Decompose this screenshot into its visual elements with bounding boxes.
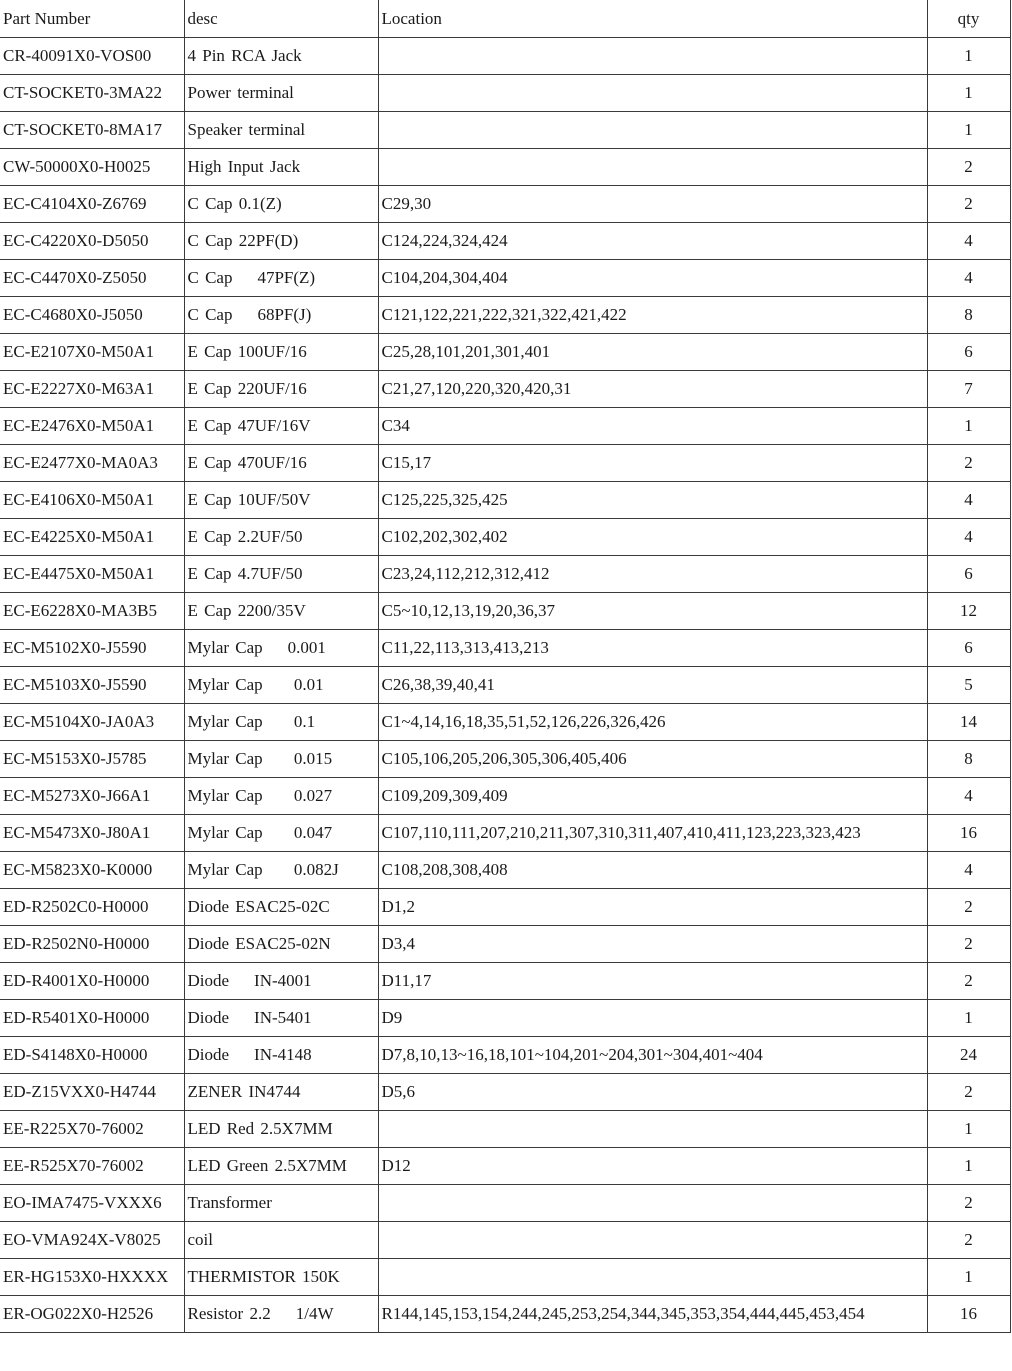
bom-table-body <box>0 37 1010 1332</box>
qty-cell: 4 <box>927 481 1010 518</box>
desc-cell: LED Red 2.5X7MM <box>184 1110 378 1147</box>
desc-cell: Diode IN-5401 <box>184 999 378 1036</box>
qty-cell: 1 <box>927 74 1010 111</box>
part-number-cell: CW-50000X0-H0025 <box>0 148 184 185</box>
table-row <box>0 592 1010 629</box>
qty-cell: 4 <box>927 518 1010 555</box>
table-row <box>0 444 1010 481</box>
desc-cell: Mylar Cap 0.082J <box>184 851 378 888</box>
desc-cell: Mylar Cap 0.01 <box>184 666 378 703</box>
part-number-cell: EE-R225X70-76002 <box>0 1110 184 1147</box>
location-cell: C25,28,101,201,301,401 <box>378 333 927 370</box>
qty-cell: 2 <box>927 888 1010 925</box>
location-cell: C29,30 <box>378 185 927 222</box>
location-cell <box>378 111 927 148</box>
qty-cell: 2 <box>927 925 1010 962</box>
desc-cell: Mylar Cap 0.047 <box>184 814 378 851</box>
location-cell: C23,24,112,212,312,412 <box>378 555 927 592</box>
table-row <box>0 814 1010 851</box>
location-cell: D12 <box>378 1147 927 1184</box>
location-cell: C26,38,39,40,41 <box>378 666 927 703</box>
table-row <box>0 666 1010 703</box>
part-number-cell: EC-M5153X0-J5785 <box>0 740 184 777</box>
part-number-cell: ER-OG022X0-H2526 <box>0 1295 184 1332</box>
header-desc: desc <box>184 0 378 37</box>
part-number-cell: ED-R2502C0-H0000 <box>0 888 184 925</box>
part-number-cell: EC-E2476X0-M50A1 <box>0 407 184 444</box>
location-cell: D7,8,10,13~16,18,101~104,201~204,301~304,401~404 <box>378 1036 927 1073</box>
qty-cell: 2 <box>927 1184 1010 1221</box>
part-number-cell: ED-R2502N0-H0000 <box>0 925 184 962</box>
part-number-cell: ER-HG153X0-HXXXX <box>0 1258 184 1295</box>
location-cell <box>378 1110 927 1147</box>
table-row <box>0 1073 1010 1110</box>
desc-cell: E Cap 470UF/16 <box>184 444 378 481</box>
location-cell <box>378 74 927 111</box>
table-row <box>0 1147 1010 1184</box>
desc-cell: LED Green 2.5X7MM <box>184 1147 378 1184</box>
table-row <box>0 629 1010 666</box>
qty-cell: 4 <box>927 851 1010 888</box>
qty-cell: 1 <box>927 1147 1010 1184</box>
table-row <box>0 1295 1010 1332</box>
location-cell <box>378 1184 927 1221</box>
table-row <box>0 111 1010 148</box>
part-number-cell: EO-VMA924X-V8025 <box>0 1221 184 1258</box>
part-number-cell: EC-E4225X0-M50A1 <box>0 518 184 555</box>
part-number-cell: CT-SOCKET0-3MA22 <box>0 74 184 111</box>
table-row <box>0 703 1010 740</box>
location-cell: C108,208,308,408 <box>378 851 927 888</box>
part-number-cell: EO-IMA7475-VXXX6 <box>0 1184 184 1221</box>
part-number-cell: EC-E4106X0-M50A1 <box>0 481 184 518</box>
desc-cell: C Cap 0.1(Z) <box>184 185 378 222</box>
qty-cell: 2 <box>927 1073 1010 1110</box>
part-number-cell: ED-R4001X0-H0000 <box>0 962 184 999</box>
location-cell: D5,6 <box>378 1073 927 1110</box>
part-number-cell: CR-40091X0-VOS00 <box>0 37 184 74</box>
qty-cell: 1 <box>927 37 1010 74</box>
desc-cell: Mylar Cap 0.001 <box>184 629 378 666</box>
table-row <box>0 259 1010 296</box>
location-cell: C5~10,12,13,19,20,36,37 <box>378 592 927 629</box>
part-number-cell: EC-M5104X0-JA0A3 <box>0 703 184 740</box>
table-row <box>0 1258 1010 1295</box>
part-number-cell: ED-Z15VXX0-H4744 <box>0 1073 184 1110</box>
location-cell: C104,204,304,404 <box>378 259 927 296</box>
desc-cell: Diode IN-4001 <box>184 962 378 999</box>
table-row <box>0 481 1010 518</box>
qty-cell: 2 <box>927 148 1010 185</box>
qty-cell: 2 <box>927 185 1010 222</box>
part-number-cell: EC-M5473X0-J80A1 <box>0 814 184 851</box>
location-cell: C121,122,221,222,321,322,421,422 <box>378 296 927 333</box>
desc-cell: THERMISTOR 150K <box>184 1258 378 1295</box>
location-cell: D3,4 <box>378 925 927 962</box>
table-row <box>0 1036 1010 1073</box>
desc-cell: Mylar Cap 0.1 <box>184 703 378 740</box>
qty-cell: 1 <box>927 1110 1010 1147</box>
location-cell <box>378 1221 927 1258</box>
qty-cell: 8 <box>927 740 1010 777</box>
desc-cell: Speaker terminal <box>184 111 378 148</box>
part-number-cell: EC-M5102X0-J5590 <box>0 629 184 666</box>
table-row <box>0 333 1010 370</box>
part-number-cell: EC-E2107X0-M50A1 <box>0 333 184 370</box>
qty-cell: 1 <box>927 407 1010 444</box>
qty-cell: 1 <box>927 111 1010 148</box>
header-qty: qty <box>927 0 1010 37</box>
part-number-cell: ED-S4148X0-H0000 <box>0 1036 184 1073</box>
location-cell: C124,224,324,424 <box>378 222 927 259</box>
desc-cell: E Cap 100UF/16 <box>184 333 378 370</box>
table-row <box>0 518 1010 555</box>
location-cell: C34 <box>378 407 927 444</box>
desc-cell: Diode IN-4148 <box>184 1036 378 1073</box>
qty-cell: 1 <box>927 1258 1010 1295</box>
desc-cell: Power terminal <box>184 74 378 111</box>
desc-cell: E Cap 47UF/16V <box>184 407 378 444</box>
table-row <box>0 148 1010 185</box>
table-row <box>0 407 1010 444</box>
location-cell: C105,106,205,206,305,306,405,406 <box>378 740 927 777</box>
qty-cell: 12 <box>927 592 1010 629</box>
qty-cell: 16 <box>927 1295 1010 1332</box>
desc-cell: ZENER IN4744 <box>184 1073 378 1110</box>
desc-cell: C Cap 68PF(J) <box>184 296 378 333</box>
location-cell: C15,17 <box>378 444 927 481</box>
table-row <box>0 74 1010 111</box>
qty-cell: 4 <box>927 777 1010 814</box>
part-number-cell: EC-C4220X0-D5050 <box>0 222 184 259</box>
table-row <box>0 740 1010 777</box>
location-cell: C21,27,120,220,320,420,31 <box>378 370 927 407</box>
qty-cell: 2 <box>927 1221 1010 1258</box>
part-number-cell: EC-E2477X0-MA0A3 <box>0 444 184 481</box>
location-cell: C102,202,302,402 <box>378 518 927 555</box>
part-number-cell: EC-M5823X0-K0000 <box>0 851 184 888</box>
desc-cell: Transformer <box>184 1184 378 1221</box>
location-cell: C11,22,113,313,413,213 <box>378 629 927 666</box>
part-number-cell: ED-R5401X0-H0000 <box>0 999 184 1036</box>
location-cell: R144,145,153,154,244,245,253,254,344,345,353,354,444,445,453,454 <box>378 1295 927 1332</box>
part-number-cell: EC-C4470X0-Z5050 <box>0 259 184 296</box>
table-row <box>0 1110 1010 1147</box>
desc-cell: E Cap 220UF/16 <box>184 370 378 407</box>
location-cell <box>378 148 927 185</box>
desc-cell: Mylar Cap 0.015 <box>184 740 378 777</box>
header-row <box>0 0 1010 37</box>
location-cell <box>378 1258 927 1295</box>
qty-cell: 14 <box>927 703 1010 740</box>
desc-cell: C Cap 22PF(D) <box>184 222 378 259</box>
location-cell: D11,17 <box>378 962 927 999</box>
table-row <box>0 962 1010 999</box>
desc-cell: E Cap 10UF/50V <box>184 481 378 518</box>
qty-cell: 4 <box>927 222 1010 259</box>
part-number-cell: EC-M5273X0-J66A1 <box>0 777 184 814</box>
location-cell: D9 <box>378 999 927 1036</box>
desc-cell: High Input Jack <box>184 148 378 185</box>
qty-cell: 16 <box>927 814 1010 851</box>
part-number-cell: CT-SOCKET0-8MA17 <box>0 111 184 148</box>
part-number-cell: EC-C4680X0-J5050 <box>0 296 184 333</box>
qty-cell: 7 <box>927 370 1010 407</box>
location-cell: C109,209,309,409 <box>378 777 927 814</box>
table-row <box>0 1221 1010 1258</box>
qty-cell: 6 <box>927 555 1010 592</box>
part-number-cell: EC-E6228X0-MA3B5 <box>0 592 184 629</box>
header-part-number: Part Number <box>0 0 184 37</box>
desc-cell: 4 Pin RCA Jack <box>184 37 378 74</box>
table-row <box>0 222 1010 259</box>
header-location: Location <box>378 0 927 37</box>
table-row <box>0 555 1010 592</box>
part-number-cell: EC-C4104X0-Z6769 <box>0 185 184 222</box>
table-row <box>0 925 1010 962</box>
qty-cell: 5 <box>927 666 1010 703</box>
qty-cell: 24 <box>927 1036 1010 1073</box>
table-row <box>0 185 1010 222</box>
table-row <box>0 851 1010 888</box>
qty-cell: 1 <box>927 999 1010 1036</box>
desc-cell: Mylar Cap 0.027 <box>184 777 378 814</box>
desc-cell: Diode ESAC25-02C <box>184 888 378 925</box>
qty-cell: 8 <box>927 296 1010 333</box>
table-row <box>0 1184 1010 1221</box>
desc-cell: E Cap 2200/35V <box>184 592 378 629</box>
table-row <box>0 37 1010 74</box>
desc-cell: E Cap 4.7UF/50 <box>184 555 378 592</box>
desc-cell: coil <box>184 1221 378 1258</box>
part-number-cell: EE-R525X70-76002 <box>0 1147 184 1184</box>
qty-cell: 6 <box>927 333 1010 370</box>
qty-cell: 2 <box>927 444 1010 481</box>
location-cell: C125,225,325,425 <box>378 481 927 518</box>
desc-cell: E Cap 2.2UF/50 <box>184 518 378 555</box>
part-number-cell: EC-E2227X0-M63A1 <box>0 370 184 407</box>
location-cell: D1,2 <box>378 888 927 925</box>
qty-cell: 4 <box>927 259 1010 296</box>
location-cell <box>378 37 927 74</box>
table-row <box>0 888 1010 925</box>
part-number-cell: EC-E4475X0-M50A1 <box>0 555 184 592</box>
table-row <box>0 370 1010 407</box>
location-cell: C107,110,111,207,210,211,307,310,311,407,410,411,123,223,323,423 <box>378 814 927 851</box>
desc-cell: C Cap 47PF(Z) <box>184 259 378 296</box>
location-cell: C1~4,14,16,18,35,51,52,126,226,326,426 <box>378 703 927 740</box>
qty-cell: 6 <box>927 629 1010 666</box>
table-row <box>0 777 1010 814</box>
table-row <box>0 296 1010 333</box>
qty-cell: 2 <box>927 962 1010 999</box>
desc-cell: Diode ESAC25-02N <box>184 925 378 962</box>
part-number-cell: EC-M5103X0-J5590 <box>0 666 184 703</box>
table-row <box>0 999 1010 1036</box>
desc-cell: Resistor 2.2 1/4W <box>184 1295 378 1332</box>
